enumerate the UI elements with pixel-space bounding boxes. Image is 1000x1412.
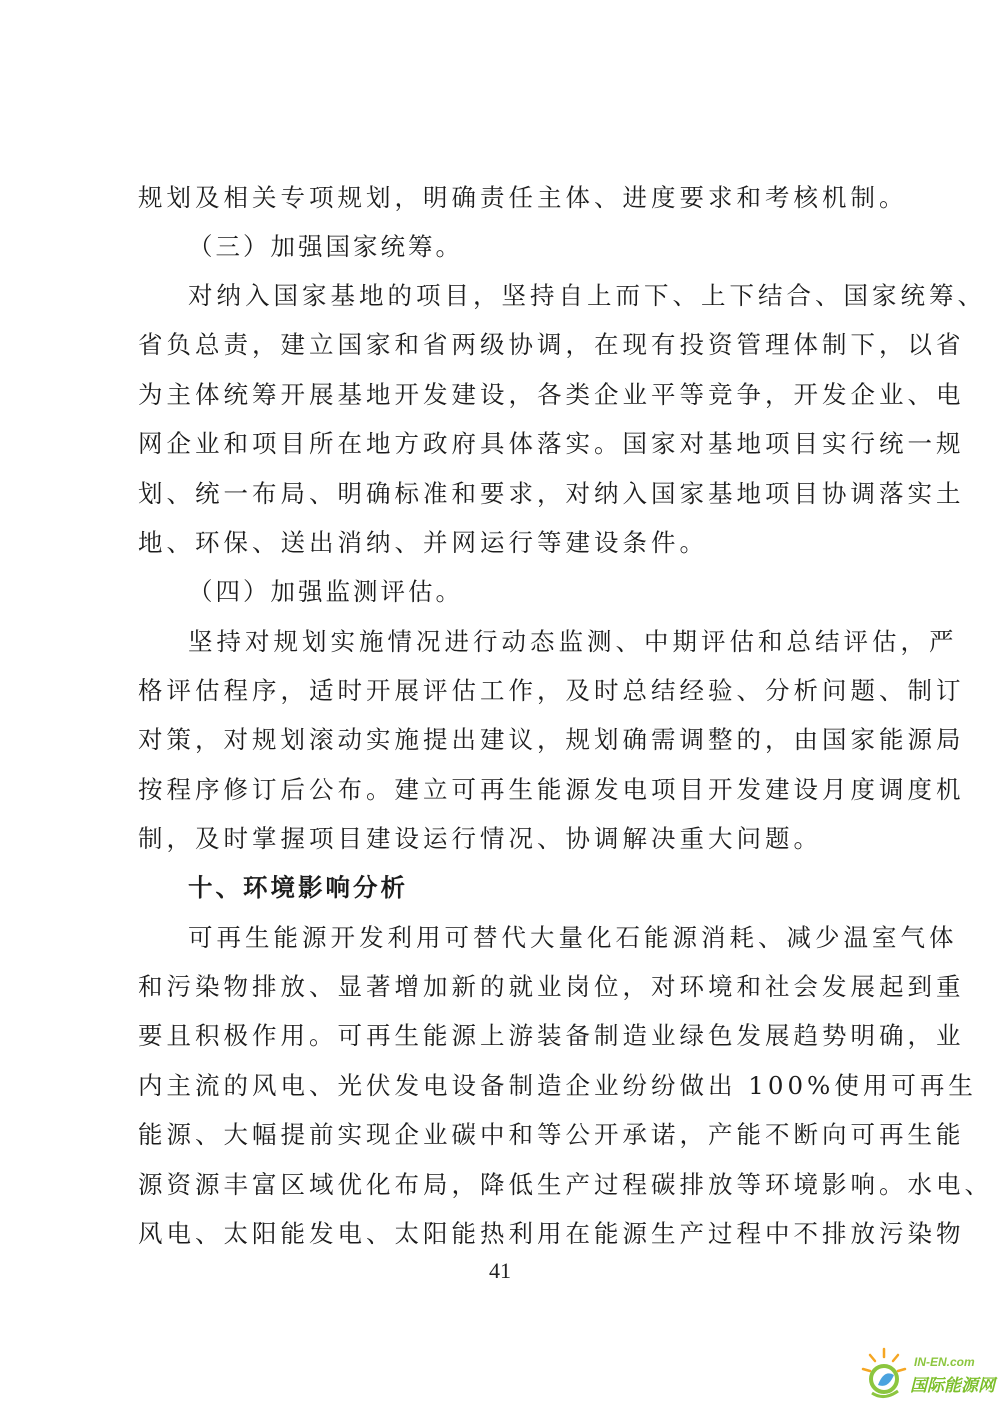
text-line: 按程序修订后公布。建立可再生能源发电项目开发建设月度调度机 xyxy=(138,775,965,804)
text-line: 内主流的风电、光伏发电设备制造企业纷纷做出 100%使用可再生 xyxy=(138,1071,977,1100)
text-line: 格评估程序，适时开展评估工作，及时总结经验、分析问题、制订 xyxy=(138,676,965,705)
text-line: 坚持对规划实施情况进行动态监测、中期评估和总结评估，严 xyxy=(188,627,958,656)
text-line: 划、统一布局、明确标准和要求，对纳入国家基地项目协调落实土 xyxy=(138,479,965,508)
watermark-brand: 国际能源网 xyxy=(910,1376,995,1396)
text-line: 制，及时掌握项目建设运行情况、协调解决重大问题。 xyxy=(138,824,822,853)
chapter-heading: 十、环境影响分析 xyxy=(188,873,408,902)
text-line: 规划及相关专项规划，明确责任主体、进度要求和考核机制。 xyxy=(138,183,908,212)
text-line: 省负总责，建立国家和省两级协调，在现有投资管理体制下，以省 xyxy=(138,330,965,359)
text-line: 网企业和项目所在地方政府具体落实。国家对基地项目实行统一规 xyxy=(138,429,965,458)
sun-leaf-icon xyxy=(858,1345,910,1405)
text-line: 风电、太阳能发电、太阳能热利用在能源生产过程中不排放污染物 xyxy=(138,1219,965,1248)
text-line: 对纳入国家基地的项目，坚持自上而下、上下结合、国家统筹、 xyxy=(188,281,986,310)
section-heading: （三）加强国家统筹。 xyxy=(188,232,463,261)
text-line: 能源、大幅提前实现企业碳中和等公开承诺，产能不断向可再生能 xyxy=(138,1120,965,1149)
text-line: 和污染物排放、显著增加新的就业岗位，对环境和社会发展起到重 xyxy=(138,972,965,1001)
section-heading: （四）加强监测评估。 xyxy=(188,577,463,606)
text-line: 为主体统筹开展基地开发建设，各类企业平等竞争，开发企业、电 xyxy=(138,380,965,409)
text-line: 地、环保、送出消纳、并网运行等建设条件。 xyxy=(138,528,708,557)
text-line: 源资源丰富区域优化布局，降低生产过程碳排放等环境影响。水电、 xyxy=(138,1170,993,1199)
watermark-logo xyxy=(858,1345,998,1407)
text-line: 可再生能源开发利用可替代大量化石能源消耗、减少温室气体 xyxy=(188,923,958,952)
text-line: 对策，对规划滚动实施提出建议，规划确需调整的，由国家能源局 xyxy=(138,725,965,754)
page-number: 41 xyxy=(489,1258,511,1283)
text-line: 要且积极作用。可再生能源上游装备制造业绿色发展趋势明确，业 xyxy=(138,1021,965,1050)
watermark-url: IN-EN.com xyxy=(914,1355,975,1369)
